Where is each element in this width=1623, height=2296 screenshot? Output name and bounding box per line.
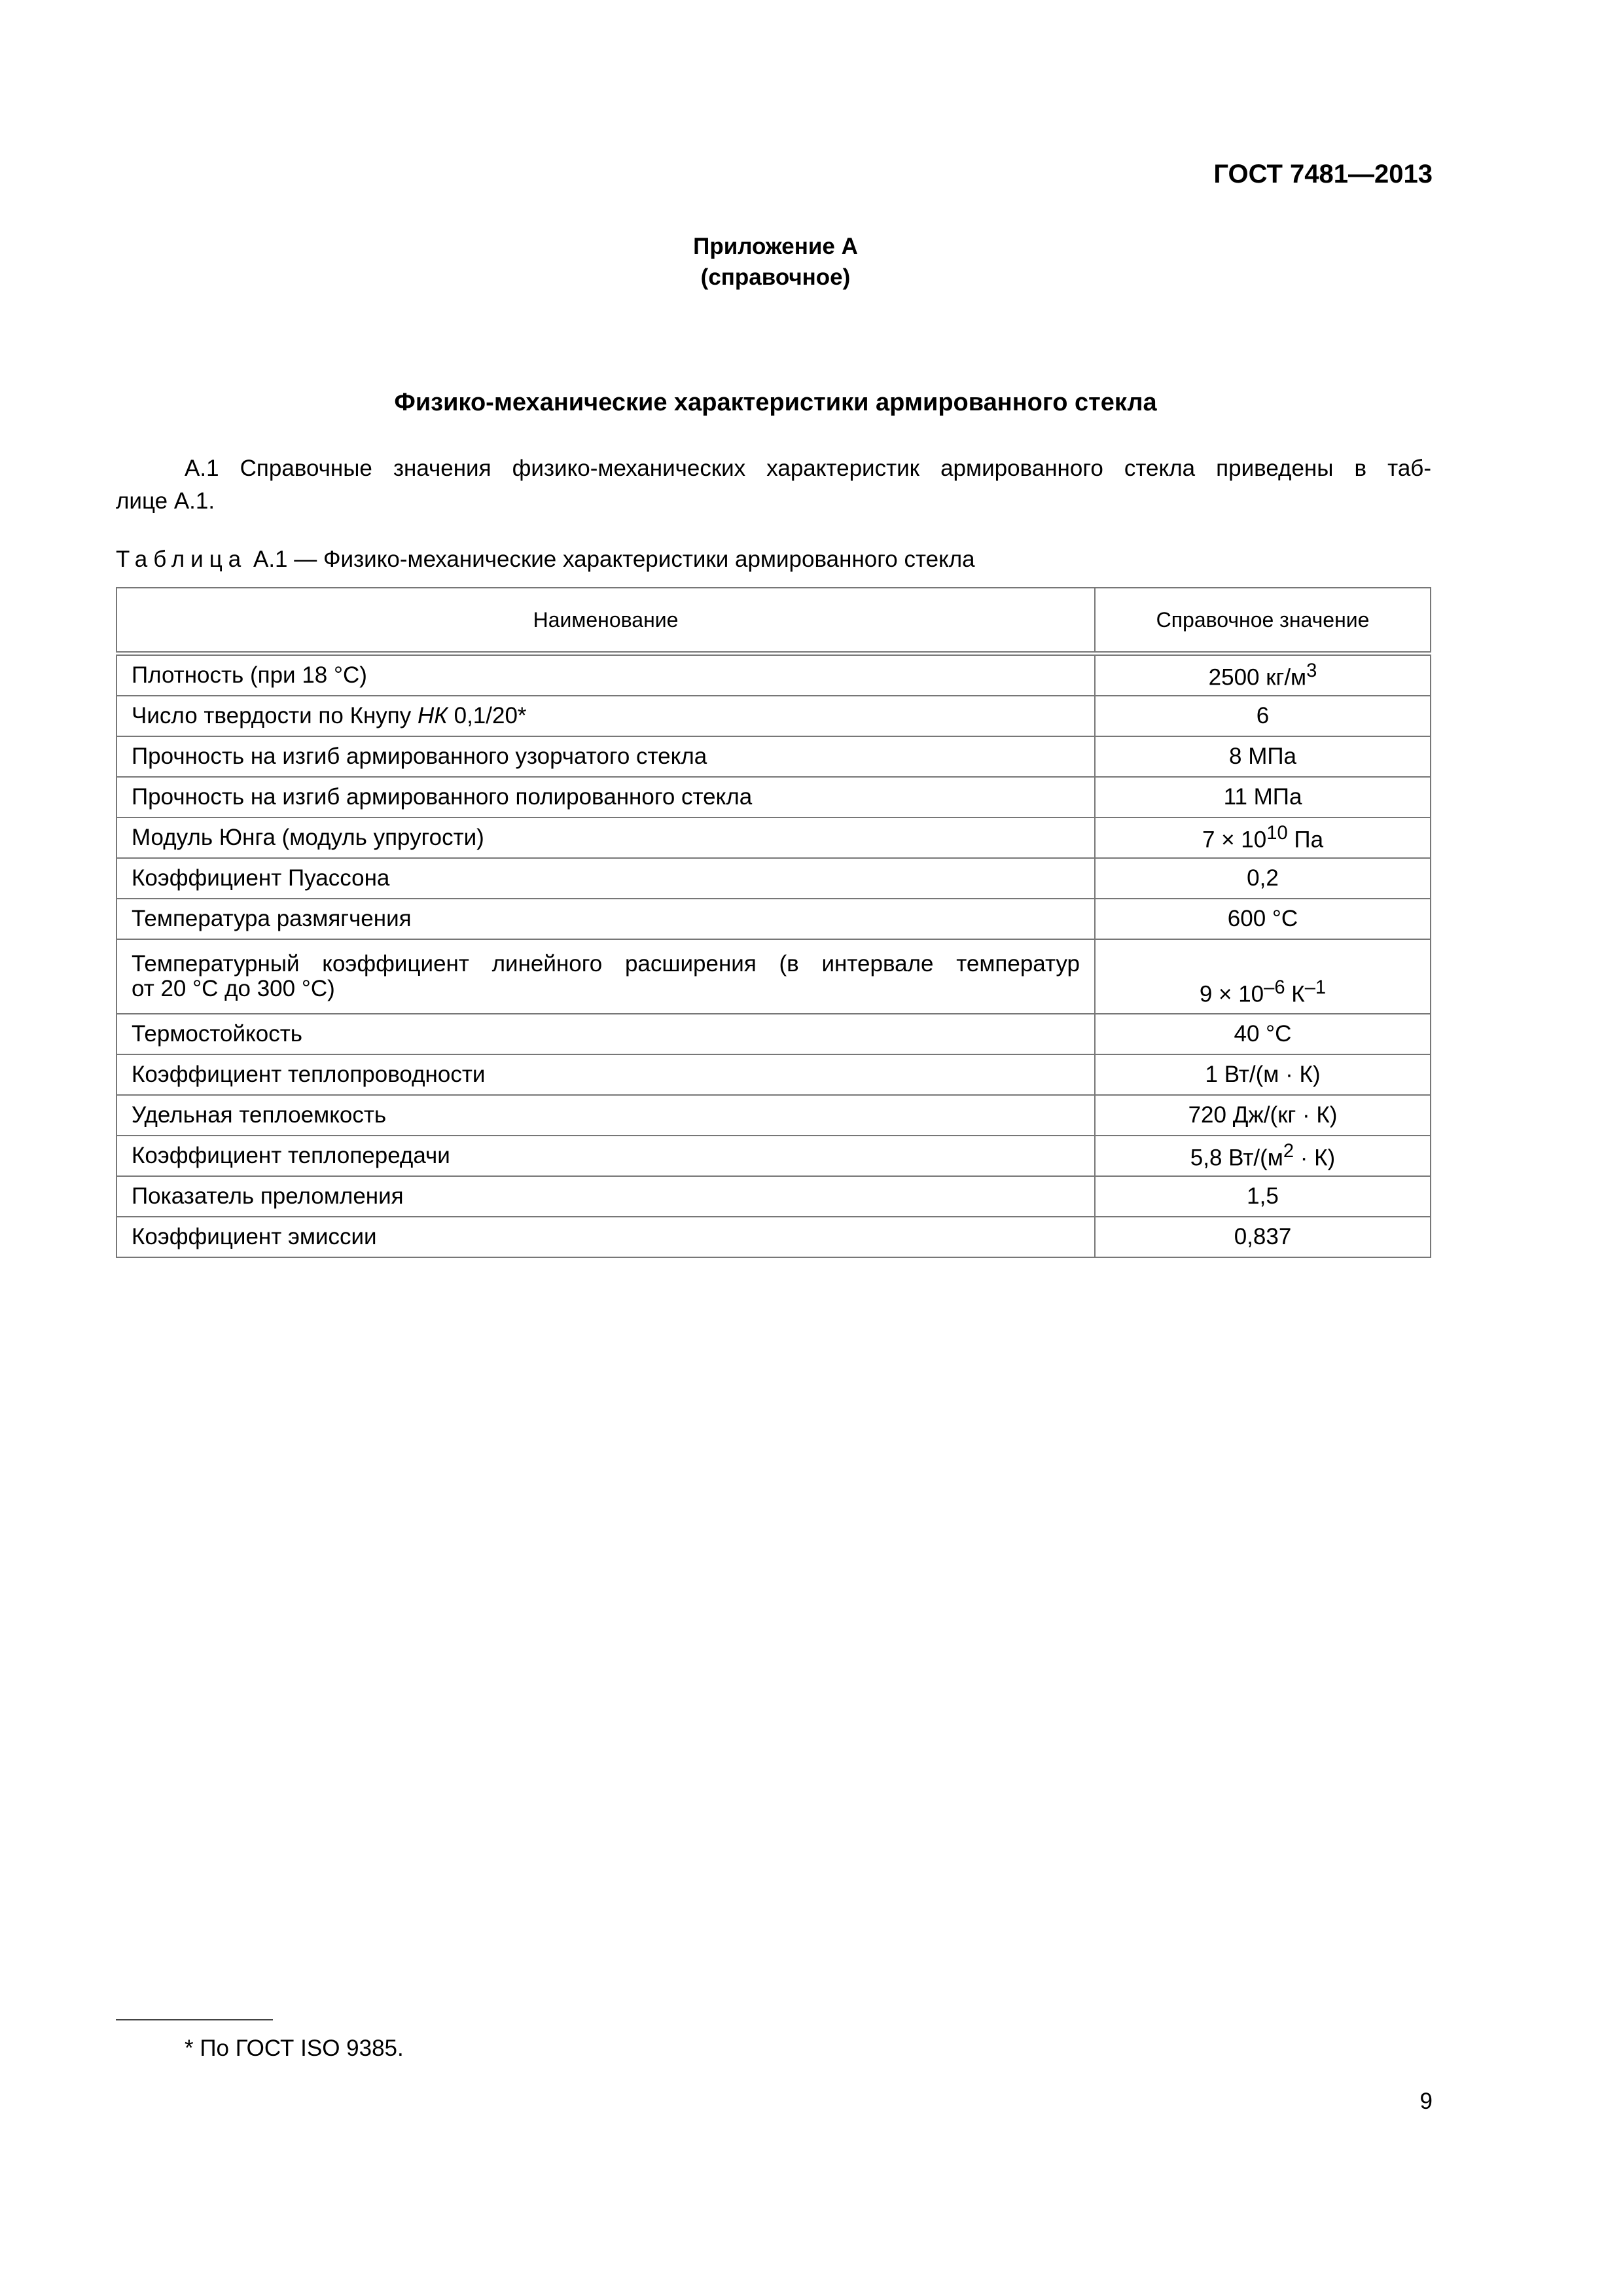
footnote-divider	[116, 2019, 273, 2020]
row-value: 6	[1095, 696, 1431, 736]
value-base: 5,8 Вт/(м	[1190, 1145, 1283, 1171]
row-value	[1095, 817, 1431, 858]
table-row	[116, 817, 1431, 858]
table-row	[116, 1217, 1431, 1257]
row-name: Коэффициент теплопередачи	[116, 1136, 1095, 1176]
row-name: Прочность на изгиб армированного узорчатого стекла	[116, 736, 1095, 777]
row-name: Коэффициент эмиссии	[116, 1217, 1095, 1257]
value-base: 9 × 10	[1199, 982, 1264, 1007]
row-name: Термостойкость	[116, 1014, 1095, 1054]
paragraph-line-1: А.1 Справочные значения физико-механических характеристик армированного стекла приведены в таб-	[185, 456, 1431, 481]
row-value: 11 МПа	[1095, 777, 1431, 817]
header-value: Справочное значение	[1095, 588, 1431, 654]
row-name	[116, 939, 1095, 1014]
appendix-status: (справочное)	[700, 264, 851, 290]
row-value: 600 °С	[1095, 899, 1431, 939]
row-value: 720 Дж/(кг · К)	[1095, 1095, 1431, 1136]
row-name: Прочность на изгиб армированного полированного стекла	[116, 777, 1095, 817]
value-superscript: –1	[1304, 977, 1327, 999]
row-name: Модуль Юнга (модуль упругости)	[116, 817, 1095, 858]
section-title: Физико-механические характеристики армированного стекла	[394, 389, 1157, 416]
value-tail: · К)	[1294, 1145, 1336, 1171]
row-name: Плотность (при 18 °С)	[116, 654, 1095, 696]
row-name: Коэффициент Пуассона	[116, 858, 1095, 899]
table-row	[116, 777, 1431, 817]
document-number: ГОСТ 7481—2013	[1213, 160, 1433, 188]
row-value: 40 °С	[1095, 1014, 1431, 1054]
table-row	[116, 696, 1431, 736]
reference-table	[116, 587, 1431, 1258]
name-italic-part: НК	[417, 703, 448, 728]
row-name: Коэффициент теплопроводности	[116, 1054, 1095, 1095]
row-value	[1095, 1136, 1431, 1176]
row-value: 0,2	[1095, 858, 1431, 899]
row-name: Удельная теплоемкость	[116, 1095, 1095, 1136]
paragraph-line-2: лице А.1.	[116, 488, 215, 514]
row-value: 1,5	[1095, 1176, 1431, 1217]
appendix-title: Приложение А	[693, 234, 858, 259]
table-row	[116, 858, 1431, 899]
row-value: 1 Вт/(м · К)	[1095, 1054, 1431, 1095]
name-part: Число твердости по Кнупу	[132, 703, 418, 728]
row-name: Показатель преломления	[116, 1176, 1095, 1217]
row-value	[1095, 939, 1431, 1014]
row-name-line-1: Температурный коэффициент линейного расширения (в интервале температур	[132, 951, 1080, 977]
table-row	[116, 1014, 1431, 1054]
row-name	[116, 696, 1095, 736]
table-row	[116, 1176, 1431, 1217]
table-header-row	[116, 588, 1431, 654]
table-caption	[116, 547, 975, 573]
table-row	[116, 1054, 1431, 1095]
table-row	[116, 899, 1431, 939]
header-name: Наименование	[116, 588, 1095, 654]
table-row	[116, 939, 1431, 1014]
value-superscript: 2	[1283, 1140, 1294, 1162]
row-value: 0,837	[1095, 1217, 1431, 1257]
row-value: 8 МПа	[1095, 736, 1431, 777]
value-base: 7 × 10	[1202, 827, 1267, 853]
table-row	[116, 1095, 1431, 1136]
value-base: 2500 кг/м	[1208, 664, 1307, 691]
value-superscript: 3	[1306, 660, 1317, 681]
name-part: 0,1/20*	[447, 703, 527, 728]
value-superscript: –6	[1264, 977, 1285, 999]
row-name-line-2: от 20 °С до 300 °С)	[132, 976, 335, 1001]
value-superscript: 10	[1266, 822, 1288, 844]
page-number: 9	[1419, 2089, 1433, 2114]
row-name: Температура размягчения	[116, 899, 1095, 939]
footnote: * По ГОСТ ISO 9385.	[185, 2036, 404, 2061]
table-caption-text: А.1 — Физико-механические характеристики армированного стекла	[253, 547, 975, 572]
row-value	[1095, 654, 1431, 696]
table-caption-word: Таблица	[116, 547, 247, 572]
value-tail: Па	[1287, 827, 1324, 853]
table-row	[116, 654, 1431, 696]
table-row	[116, 736, 1431, 777]
table-row	[116, 1136, 1431, 1176]
value-unit: К	[1285, 982, 1305, 1007]
